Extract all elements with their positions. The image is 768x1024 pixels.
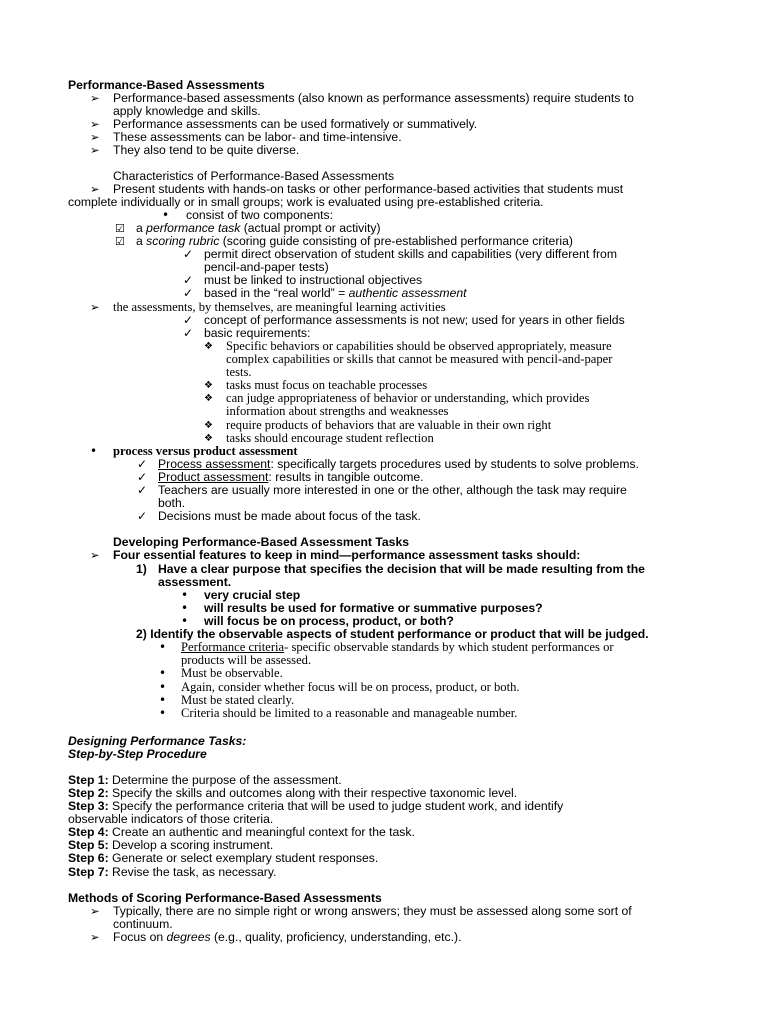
dot-bullet-icon: • [159, 680, 167, 694]
checkmark-icon: ✓ [183, 286, 194, 300]
text: : results in tangible outcome. [268, 470, 424, 484]
arrow-bullet-icon: ➢ [90, 300, 100, 314]
step-text: Specify the performance criteria that will be used to judge student work, and identify [108, 799, 564, 813]
text: degrees [166, 930, 211, 944]
checkmark-icon: ✓ [183, 247, 194, 261]
check-text: must be linked to instructional objectives [204, 273, 423, 287]
text: - specific observable standards by which student performances or [284, 640, 614, 654]
diamond-bullet-icon: ❖ [204, 420, 213, 431]
step-label: Step 5: [68, 838, 109, 852]
check-text [204, 287, 467, 300]
step-label: Step 7: [68, 865, 109, 879]
section-subheading: Step-by-Step Procedure [68, 747, 207, 761]
checkmark-icon: ✓ [137, 470, 148, 484]
step-text: Specify the skills and outcomes along with their respective taxonomic level. [108, 786, 518, 800]
step-line [68, 866, 276, 879]
bullet-text: apply knowledge and skills. [113, 104, 261, 118]
dot-bullet-icon: • [159, 693, 167, 707]
arrow-bullet-icon: ➢ [90, 182, 100, 196]
sub-bullet-text: Again, consider whether focus will be on process, product, or both. [181, 680, 520, 694]
bullet-text: These assessments can be labor- and time-intensive. [113, 130, 402, 144]
text: a [136, 221, 147, 235]
checked-box-icon: ☑ [115, 222, 125, 235]
section-heading: Designing Performance Tasks: [68, 734, 247, 748]
bullet-text: Performance assessments can be used formatively or summatively. [113, 117, 478, 131]
dot-bullet-icon: • [159, 640, 167, 654]
section-heading: Performance-Based Assessments [68, 78, 265, 92]
diamond-text: Specific behaviors or capabilities should be observed appropriately, measure [226, 339, 612, 353]
check-text: concept of performance assessments is not new; used for years in other fields [204, 313, 625, 327]
diamond-bullet-icon: ❖ [204, 380, 213, 391]
step-text: Revise the task, as necessary. [108, 865, 277, 879]
section-heading: process versus product assessment [113, 444, 298, 458]
diamond-text: tests. [226, 365, 252, 379]
list-number: 1) [136, 562, 147, 576]
sub-bullet-text: will focus be on process, product, or both? [204, 614, 454, 628]
text: Product assessment [158, 470, 269, 484]
sub-bullet-text: will results be used for formative or summative purposes? [204, 601, 543, 615]
text: (e.g., quality, proficiency, understanding, etc.). [210, 930, 462, 944]
dot-bullet-icon: • [181, 601, 189, 615]
text: (scoring guide consisting of pre-established performance criteria) [219, 234, 573, 248]
arrow-bullet-icon: ➢ [90, 130, 100, 144]
sub-bullet-text: Criteria should be limited to a reasonable and manageable number. [181, 706, 518, 720]
numbered-text: Have a clear purpose that specifies the decision that will be made resulting from the [158, 562, 645, 576]
text: based in the “real world” = [204, 286, 349, 300]
numbered-text: 2) Identify the observable aspects of student performance or product that will be judged. [136, 627, 649, 641]
arrow-bullet-icon: ➢ [90, 548, 100, 562]
text: a [136, 234, 147, 248]
arrow-bullet-icon: ➢ [90, 143, 100, 157]
bullet-text: Performance-based assessments (also known as performance assessments) require students to [113, 91, 634, 105]
step-label: Step 6: [68, 851, 109, 865]
text: scoring rubric [146, 234, 220, 248]
diamond-text: tasks must focus on teachable processes [226, 378, 428, 392]
dot-bullet-icon: • [90, 444, 98, 458]
bullet-text: the assessments, by themselves, are meaningful learning activities [113, 300, 446, 314]
bullet-text: consist of two components: [186, 208, 333, 222]
checkmark-icon: ✓ [137, 483, 148, 497]
dot-bullet-icon: • [159, 666, 167, 680]
step-line [68, 852, 378, 865]
dot-bullet-icon: • [181, 614, 189, 628]
section-heading: Characteristics of Performance-Based Assessments [113, 169, 395, 183]
step-text: observable indicators of those criteria. [68, 812, 274, 826]
check-text: both. [158, 496, 186, 510]
diamond-text: require products of behaviors that are valuable in their own right [226, 418, 552, 432]
step-label: Step 2: [68, 786, 109, 800]
section-heading: Developing Performance-Based Assessment Tasks [113, 535, 410, 549]
text: : specifically targets procedures used by students to solve problems. [270, 457, 639, 471]
arrow-bullet-icon: ➢ [90, 930, 100, 944]
diamond-bullet-icon: ❖ [204, 433, 213, 444]
step-label: Step 4: [68, 825, 109, 839]
step-text: Determine the purpose of the assessment. [108, 773, 342, 787]
text: (actual prompt or activity) [240, 221, 381, 235]
diamond-text: tasks should encourage student reflection [226, 431, 434, 445]
text: Process assessment [158, 457, 271, 471]
bullet-text: complete individually or in small groups; work is evaluated using pre-established criteria. [68, 195, 544, 209]
dot-bullet-icon: • [159, 706, 167, 720]
diamond-text: information about strengths and weaknesses [226, 404, 449, 418]
diamond-bullet-icon: ❖ [204, 393, 213, 404]
bullet-text: Four essential features to keep in mind—performance assessment tasks should: [113, 548, 581, 562]
sub-bullet-text: products will be assessed. [181, 653, 312, 667]
bullet-text: They also tend to be quite diverse. [113, 143, 300, 157]
bullet-text: continuum. [113, 917, 173, 931]
text: performance task [146, 221, 241, 235]
arrow-bullet-icon: ➢ [90, 91, 100, 105]
sub-bullet-text: very crucial step [204, 588, 301, 602]
diamond-text: can judge appropriateness of behavior or understanding, which provides [226, 391, 590, 405]
checkmark-icon: ✓ [183, 326, 194, 340]
text: authentic assessment [348, 286, 467, 300]
step-text: Generate or select exemplary student responses. [108, 851, 379, 865]
checkmark-icon: ✓ [183, 273, 194, 287]
arrow-bullet-icon: ➢ [90, 904, 100, 918]
check-text: Teachers are usually more interested in one or the other, although the task may require [158, 483, 627, 497]
bullet-text: Typically, there are no simple right or wrong answers; they must be assessed along some sort of [113, 904, 632, 918]
step-label: Step 3: [68, 799, 109, 813]
checked-box-icon: ☑ [115, 235, 125, 248]
check-text: Decisions must be made about focus of the task. [158, 509, 421, 523]
checkmark-icon: ✓ [137, 457, 148, 471]
diamond-bullet-icon: ❖ [204, 341, 213, 352]
dot-bullet-icon: • [162, 208, 170, 222]
section-heading: Methods of Scoring Performance-Based Assessments [68, 891, 382, 905]
sub-bullet-text: Must be observable. [181, 666, 283, 680]
text: Focus on [113, 930, 167, 944]
bullet-text: Present students with hands-on tasks or other performance-based activities that students must [113, 182, 624, 196]
check-text: permit direct observation of student skills and capabilities (very different from [204, 247, 617, 261]
checkmark-icon: ✓ [183, 313, 194, 327]
dot-bullet-icon: • [181, 588, 189, 602]
bullet-text [113, 931, 461, 944]
arrow-bullet-icon: ➢ [90, 117, 100, 131]
text: Performance criteria [181, 640, 285, 654]
step-label: Step 1: [68, 773, 109, 787]
check-text: pencil-and-paper tests) [204, 260, 329, 274]
step-text: Create an authentic and meaningful context for the task. [108, 825, 415, 839]
diamond-text: complex capabilities or skills that cannot be measured with pencil-and-paper [226, 352, 613, 366]
check-text: basic requirements: [204, 326, 311, 340]
sub-bullet-text: Must be stated clearly. [181, 693, 295, 707]
step-text: Develop a scoring instrument. [108, 838, 274, 852]
numbered-text: assessment. [158, 575, 232, 589]
checkmark-icon: ✓ [137, 509, 148, 523]
